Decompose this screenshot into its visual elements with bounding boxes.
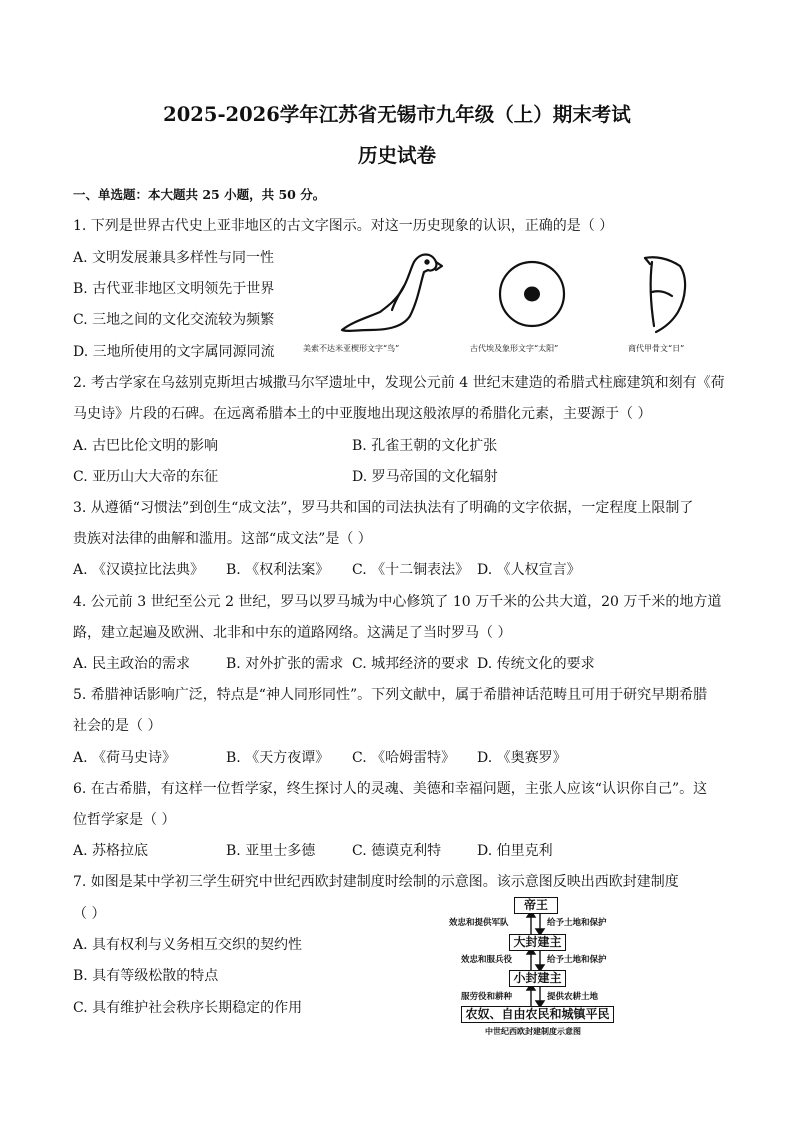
q4-option-d[interactable]: D. 传统文化的要求 xyxy=(477,656,595,672)
q5-stem-line2: 社会的是（ ） xyxy=(73,718,162,734)
q6-option-a[interactable]: A. 苏格拉底 xyxy=(73,843,149,859)
q5-option-a[interactable]: A. 《荷马史诗》 xyxy=(73,750,177,766)
q6-option-d[interactable]: D. 伯里克利 xyxy=(477,843,553,859)
q2-option-a[interactable]: A. 古巴比伦文明的影响 xyxy=(73,438,219,454)
q1-caption-ri: 商代甲骨文“日” xyxy=(628,344,685,353)
q7-option-c[interactable]: C. 具有维护社会秩序长期稳定的作用 xyxy=(73,1000,303,1016)
q7-stem-line2: （ ） xyxy=(73,906,106,922)
q1-option-d[interactable]: D. 三地所使用的文字属同源同流 xyxy=(73,344,275,360)
section-mid: 小题，共 xyxy=(219,187,279,202)
diagram-down-label-1: 给予土地和保护 xyxy=(547,918,607,928)
q2-option-c[interactable]: C. 亚历山大大帝的东征 xyxy=(73,469,219,485)
diagram-level-great-lord: 大封建主 xyxy=(509,934,566,951)
q1-option-a[interactable]: A. 文明发展兼具多样性与同一性 xyxy=(73,250,275,266)
q3-option-a[interactable]: A. 《汉谟拉比法典》 xyxy=(73,562,205,578)
q1-stem: 1. 下列是世界古代史上亚非地区的古文字图示。对这一历史现象的认识，正确的是（ ） xyxy=(73,218,614,234)
q1-option-c[interactable]: C. 三地之间的文化交流较为频繁 xyxy=(73,312,275,328)
diagram-down-label-3: 提供农耕土地 xyxy=(547,992,599,1002)
section-score: 50 xyxy=(278,187,296,202)
section-suffix: 分。 xyxy=(295,187,326,202)
exam-subtitle: 历史试卷 xyxy=(357,144,436,167)
q5-option-c[interactable]: C. 《哈姆雷特》 xyxy=(352,750,456,766)
diagram-caption: 中世纪西欧封建制度示意图 xyxy=(485,1026,581,1036)
diagram-level-peasants: 农奴、自由农民和城镇平民 xyxy=(461,1006,614,1023)
q2-option-d[interactable]: D. 罗马帝国的文化辐射 xyxy=(352,469,498,485)
diagram-level-emperor: 帝王 xyxy=(514,897,558,914)
diagram-down-label-2: 给予土地和保护 xyxy=(547,955,607,965)
q5-option-b[interactable]: B. 《天方夜谭》 xyxy=(226,750,330,766)
q3-stem-line2: 贵族对法律的曲解和滥用。这部“成文法”是（ ） xyxy=(73,531,372,547)
q2-stem-line2: 马史诗》片段的石碑。在远离希腊本土的中亚腹地出现这般浓厚的希腊化元素，主要源于（ ） xyxy=(73,406,652,422)
q7-option-a[interactable]: A. 具有权利与义务相互交织的契约性 xyxy=(73,937,303,953)
q7-option-b[interactable]: B. 具有等级松散的特点 xyxy=(73,968,219,984)
q6-stem-line1: 6. 在古希腊，有这样一位哲学家，终生探讨人的灵魂、美德和幸福问题，主张人应该“认识你自己”。这 xyxy=(73,781,708,797)
diagram-up-label-2: 效忠和服兵役 xyxy=(461,955,513,965)
q1-option-b[interactable]: B. 古代亚非地区文明领先于世界 xyxy=(73,281,275,297)
section-count: 25 xyxy=(202,187,220,202)
q7-stem-line1: 7. 如图是某中学初三学生研究中世纪西欧封建制度时绘制的示意图。该示意图反映出西欧封建制度 xyxy=(73,874,679,890)
q3-stem-line1: 3. 从遵循“习惯法”到创生“成文法”，罗马共和国的司法执法有了明确的文字依据，一定程度上限制了 xyxy=(73,500,694,516)
q6-stem-line2: 位哲学家是（ ） xyxy=(73,812,176,828)
section-prefix: 一、单选题：本大题共 xyxy=(73,187,203,202)
diagram-level-small-lord: 小封建主 xyxy=(509,970,566,987)
q4-option-a[interactable]: A. 民主政治的需求 xyxy=(73,656,191,672)
q3-option-d[interactable]: D. 《人权宣言》 xyxy=(477,562,581,578)
q6-option-c[interactable]: C. 德谟克利特 xyxy=(352,843,442,859)
q6-option-b[interactable]: B. 亚里士多德 xyxy=(226,843,316,859)
q4-stem-line1: 4. 公元前 3 世纪至公元 2 世纪，罗马以罗马城为中心修筑了 10 万千米的公共大道，20 万千米的地方道 xyxy=(73,594,722,610)
q3-option-b[interactable]: B. 《权利法案》 xyxy=(226,562,330,578)
q5-stem-line1: 5. 希腊神话影响广泛，特点是“神人同形同性”。下列文献中，属于希腊神话范畴且可用于研究早期希腊 xyxy=(73,687,708,703)
q4-option-c[interactable]: C. 城邦经济的要求 xyxy=(352,656,470,672)
q4-option-b[interactable]: B. 对外扩张的需求 xyxy=(226,656,344,672)
exam-title: 2025-2026学年江苏省无锡市九年级（上）期末考试 xyxy=(163,103,631,126)
q5-option-d[interactable]: D. 《奥赛罗》 xyxy=(477,750,567,766)
q2-stem-line1: 2. 考古学家在乌兹别克斯坦古城撒马尔罕遗址中，发现公元前 4 世纪末建造的希腊式柱廊建筑和刻有《荷 xyxy=(73,375,725,391)
q1-caption-sun: 古代埃及象形文字“太阳” xyxy=(470,344,559,353)
diagram-up-label-3: 服劳役和耕种 xyxy=(461,992,513,1002)
q3-option-c[interactable]: C. 《十二铜表法》 xyxy=(352,562,470,578)
diagram-up-label-1: 效忠和提供军队 xyxy=(449,918,509,928)
q2-option-b[interactable]: B. 孔雀王朝的文化扩张 xyxy=(352,438,498,454)
q1-caption-bird: 美索不达米亚楔形文字“鸟” xyxy=(303,344,400,353)
q4-stem-line2: 路，建立起遍及欧洲、北非和中东的道路网络。这满足了当时罗马（ ） xyxy=(73,625,512,641)
